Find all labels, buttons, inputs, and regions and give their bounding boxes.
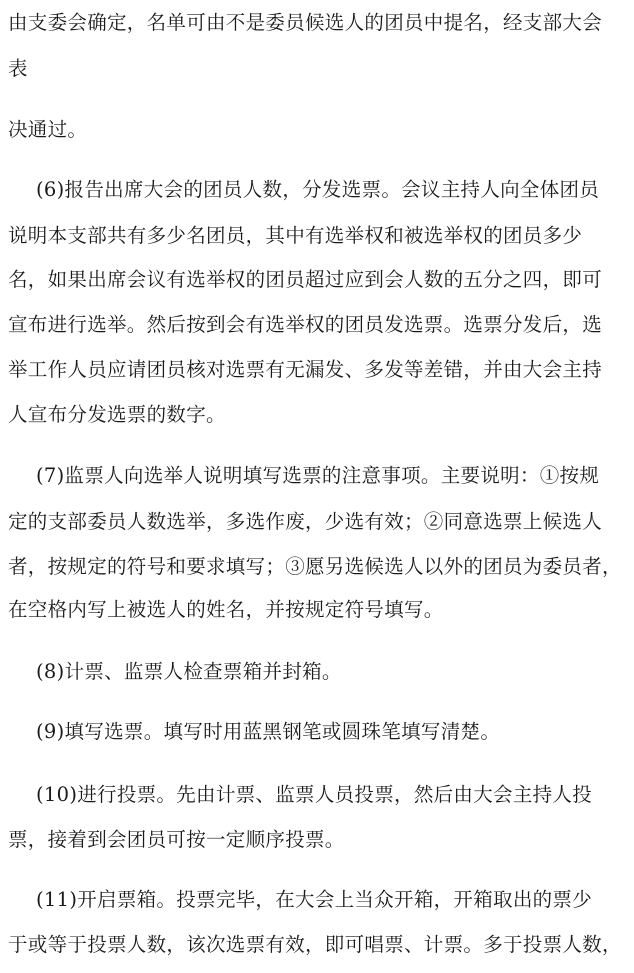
text-line: 定的支部委员人数选举，多选作废，少选有效；②同意选票上候选人 bbox=[8, 510, 603, 533]
text-line: 举工作人员应请团员核对选票有无漏发、多发等差错，并由大会主持 bbox=[8, 358, 603, 381]
paragraph-10-start: (10)进行投票。先由计票、监票人员投票，然后由大会主持人投 bbox=[36, 783, 593, 806]
paragraph-6-start: (6)报告出席大会的团员人数，分发选票。会议主持人向全体团员 bbox=[36, 178, 600, 201]
text-line: 票，接着到会团员可按一定顺序投票。 bbox=[8, 828, 345, 851]
text-line: 说明本支部共有多少名团员，其中有选举权和被选举权的团员多少 bbox=[8, 224, 583, 247]
paragraph-8: (8)计票、监票人检查票箱并封箱。 bbox=[36, 660, 342, 683]
text-line: 名，如果出席会议有选举权的团员超过应到会人数的五分之四，即可 bbox=[8, 268, 603, 291]
text-line: 决通过。 bbox=[8, 118, 88, 141]
paragraph-7-start: (7)监票人向选举人说明填写选票的注意事项。主要说明：①按规 bbox=[36, 464, 600, 487]
text-line: 由支委会确定，名单可由不是委员候选人的团员中提名，经支部大会 bbox=[8, 11, 603, 34]
text-line: 在空格内写上被选人的姓名，并按规定符号填写。 bbox=[8, 598, 444, 621]
text-line: 人宣布分发选票的数字。 bbox=[8, 403, 226, 426]
text-line: 表 bbox=[8, 57, 28, 80]
paragraph-9: (9)填写选票。填写时用蓝黑钢笔或圆珠笔填写清楚。 bbox=[36, 720, 501, 743]
text-line: 宣布进行选举。然后按到会有选举权的团员发选票。选票分发后，选 bbox=[8, 313, 603, 336]
text-line: 于或等于投票人数，该次选票有效，即可唱票、计票。多于投票人数， bbox=[8, 933, 622, 956]
text-line: 者，按规定的符号和要求填写；③愿另选候选人以外的团员为委员者， bbox=[8, 555, 622, 578]
paragraph-11-start: (11)开启票箱。投票完毕，在大会上当众开箱，开箱取出的票少 bbox=[36, 888, 593, 911]
